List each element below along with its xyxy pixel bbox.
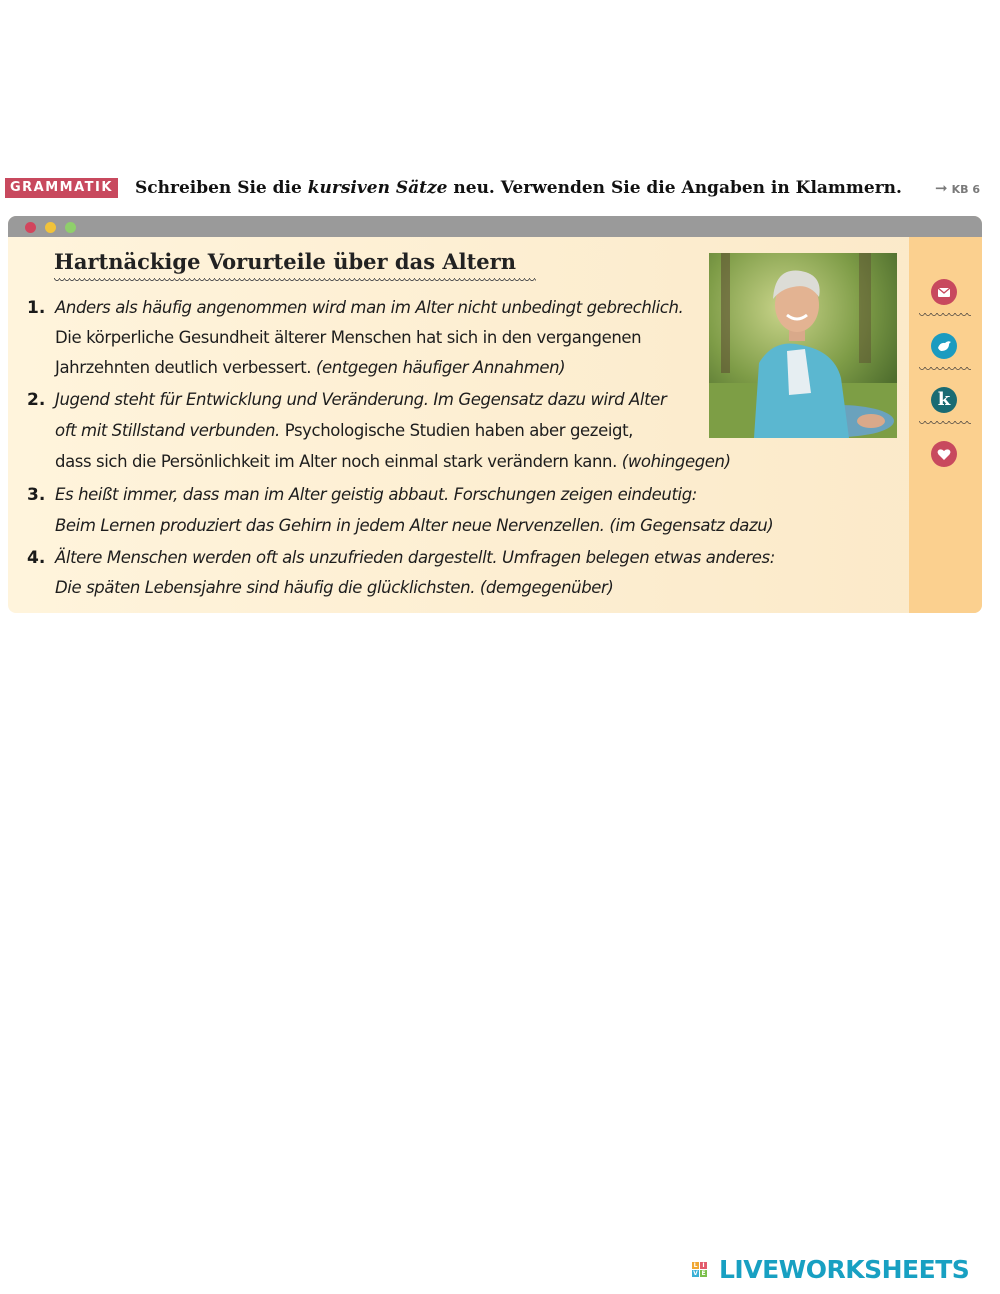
kb-reference-label: KB 6	[951, 183, 980, 196]
item-line	[55, 480, 697, 510]
divider	[919, 421, 971, 427]
photo-illustration	[709, 253, 897, 438]
arrow-right-icon: ➞	[935, 179, 948, 197]
line-segment: Die späten Lebensjahre sind häufig die glücklichsten. (demgegenüber)	[55, 578, 614, 597]
mark-letter: V	[693, 1270, 698, 1277]
brand-name: LIVEWORKSHEETS	[719, 1255, 970, 1284]
item-line	[55, 447, 731, 477]
instruction-text-end: neu. Verwenden Sie die Angaben in Klammern.	[447, 178, 902, 198]
instruction-emphasis: kursiven Sätze	[307, 178, 448, 198]
liveworksheets-mark-icon	[692, 1258, 716, 1282]
mail-icon[interactable]	[931, 279, 957, 305]
item-line	[55, 293, 683, 323]
line-segment: Es heißt immer, dass man im Alter geistig abbaut. Forschungen zeigen eindeutig:	[55, 485, 697, 504]
item-line	[55, 385, 666, 415]
item-line	[55, 543, 775, 573]
instruction-text: Schreiben Sie die	[135, 178, 308, 198]
item-number: 4.	[27, 548, 46, 568]
item-number: 2.	[27, 390, 46, 410]
kb-reference	[935, 180, 980, 198]
bird-glyph	[931, 333, 957, 359]
bird-icon[interactable]	[931, 333, 957, 359]
close-dot-icon	[25, 222, 36, 233]
item-number: 1.	[27, 298, 46, 318]
item-line	[55, 323, 641, 353]
line-segment: dass sich die Persönlichkeit im Alter noch einmal stark verändern kann.	[55, 452, 622, 471]
item-line	[55, 511, 773, 541]
task-instruction	[135, 176, 902, 200]
window-titlebar	[8, 216, 982, 237]
article-title: Hartnäckige Vorurteile über das Altern	[54, 249, 516, 274]
divider	[919, 367, 971, 373]
item-line	[55, 573, 613, 603]
line-segment: Die körperliche Gesundheit älterer Menschen hat sich in den vergangenen	[55, 328, 642, 347]
minimize-dot-icon	[45, 222, 56, 233]
share-sidebar	[909, 237, 982, 613]
line-segment: Psychologische Studien haben aber gezeigt,	[279, 421, 633, 440]
blog-window	[8, 216, 982, 613]
line-segment: Anders als häufig angenommen wird man im Alter nicht unbedingt gebrechlich.	[55, 298, 684, 317]
maximize-dot-icon	[65, 222, 76, 233]
line-segment: oft mit Stillstand verbunden.	[55, 421, 280, 440]
item-line	[55, 353, 565, 383]
grammar-badge: GRAMMATIK	[5, 178, 118, 198]
mark-letter: E	[701, 1270, 706, 1277]
item-number: 3.	[27, 485, 46, 505]
item-line	[55, 416, 633, 446]
line-segment: Ältere Menschen werden oft als unzufrieden dargestellt. Umfragen belegen etwas anderes:	[55, 548, 775, 567]
photo-older-woman	[709, 253, 897, 438]
line-segment: Jahrzehnten deutlich verbessert.	[55, 358, 316, 377]
task-header	[5, 176, 990, 202]
line-hint: (entgegen häufiger Annahmen)	[315, 358, 566, 377]
mail-glyph	[931, 279, 957, 305]
k-icon[interactable]: k	[931, 387, 957, 413]
title-wavy-underline	[54, 278, 536, 283]
mark-letter: I	[700, 1262, 707, 1269]
line-segment: Jugend steht für Entwicklung und Veränderung. Im Gegensatz dazu wird Alter	[55, 390, 667, 409]
heart-glyph	[931, 441, 957, 467]
mark-letter: L	[693, 1262, 698, 1269]
line-segment: Beim Lernen produziert das Gehirn in jedem Alter neue Nervenzellen. (im Gegensatz dazu)	[55, 516, 774, 535]
divider	[919, 313, 971, 319]
line-hint: (wohingegen)	[621, 452, 731, 471]
heart-icon[interactable]	[931, 441, 957, 467]
